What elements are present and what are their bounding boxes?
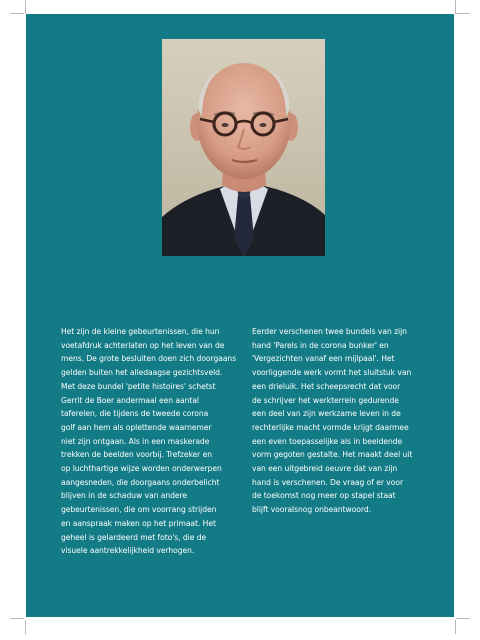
text-line: blijven in de schaduw van andere [61,491,187,501]
crop-mark [456,13,470,14]
text-line: een even toepasselijke als in beeldende [252,436,403,446]
crop-mark [455,620,456,634]
crop-mark [25,620,26,634]
text-line: van een uitgebreid oeuvre dat van zijn [252,464,398,474]
crop-mark [456,618,470,619]
text-line: trekken de beelden voorbij. Trefzeker en [61,450,213,460]
text-line: visuele aantrekkelijkheid verhogen. [61,546,195,556]
text-line: geheel is gelardeerd met foto's, die de [61,532,207,542]
text-line: Met deze bundel 'petite histoires' schetst [61,381,216,391]
text-line: Gerrit de Boer andermaal een aantal [61,395,199,405]
back-cover [26,14,454,617]
text-line: rechterlijke macht vormde krijgt daarmee [252,422,409,432]
portrait-icon [162,39,325,256]
crop-mark [455,0,456,14]
text-line: hand is verschenen. De vraag of er voor [252,477,404,487]
text-line: aangesneden, die doorgaans onderbelicht [61,477,220,487]
text-line: voetafdruk achterlaten op het leven van de [61,340,225,350]
text-line: 'Vergezichten vanaf een mijlpaal'. Het [252,354,395,364]
text-line: hand 'Parels in de corona bunker' en [252,340,389,350]
text-line: en aanspraak maken op het primaat. Het [61,518,216,528]
text-line: Eerder verschenen twee bundels van zijn [252,327,407,336]
text-line: vorm gegoten gestalte. Het maakt deel uit [252,450,413,460]
text-line: de toekomst nog meer op stapel staat [252,491,396,501]
text-line: gelden buiten het alledaagse gezichtsveld. [61,368,223,378]
text-line: taferelen, die tijdens de tweede corona [61,409,209,419]
text-line: Het zijn de kleine gebeurtenissen, die hun [61,327,220,336]
portrait-photo [162,39,325,256]
text-line: gebeurtenissen, die om voorrang strijden [61,505,217,515]
crop-mark [10,13,24,14]
text-line: mens. De grote besluiten doen zich doorgaans [61,354,237,364]
text-line: een drieluik. Het scheepsrecht dat voor [252,381,401,391]
text-line: de schrijver het werkterrein gedurende [252,395,399,405]
text-line: blijft vooralsnog onbeantwoord. [252,505,371,515]
crop-mark [10,618,24,619]
blurb-left-column [61,325,247,558]
crop-mark [25,0,26,14]
text-line: voorliggende werk vormt het sluitstuk van [252,368,412,378]
text-line: op luchthartige wijze worden onderwerpen [61,464,222,474]
text-line: niet zijn ontgaan. Als in een maskerade [61,436,210,446]
text-line: golf aan hem als oplettende waarnemer [61,422,212,432]
text-line: een deel van zijn werkzame leven in de [252,409,401,419]
blurb-right-column [252,325,453,517]
